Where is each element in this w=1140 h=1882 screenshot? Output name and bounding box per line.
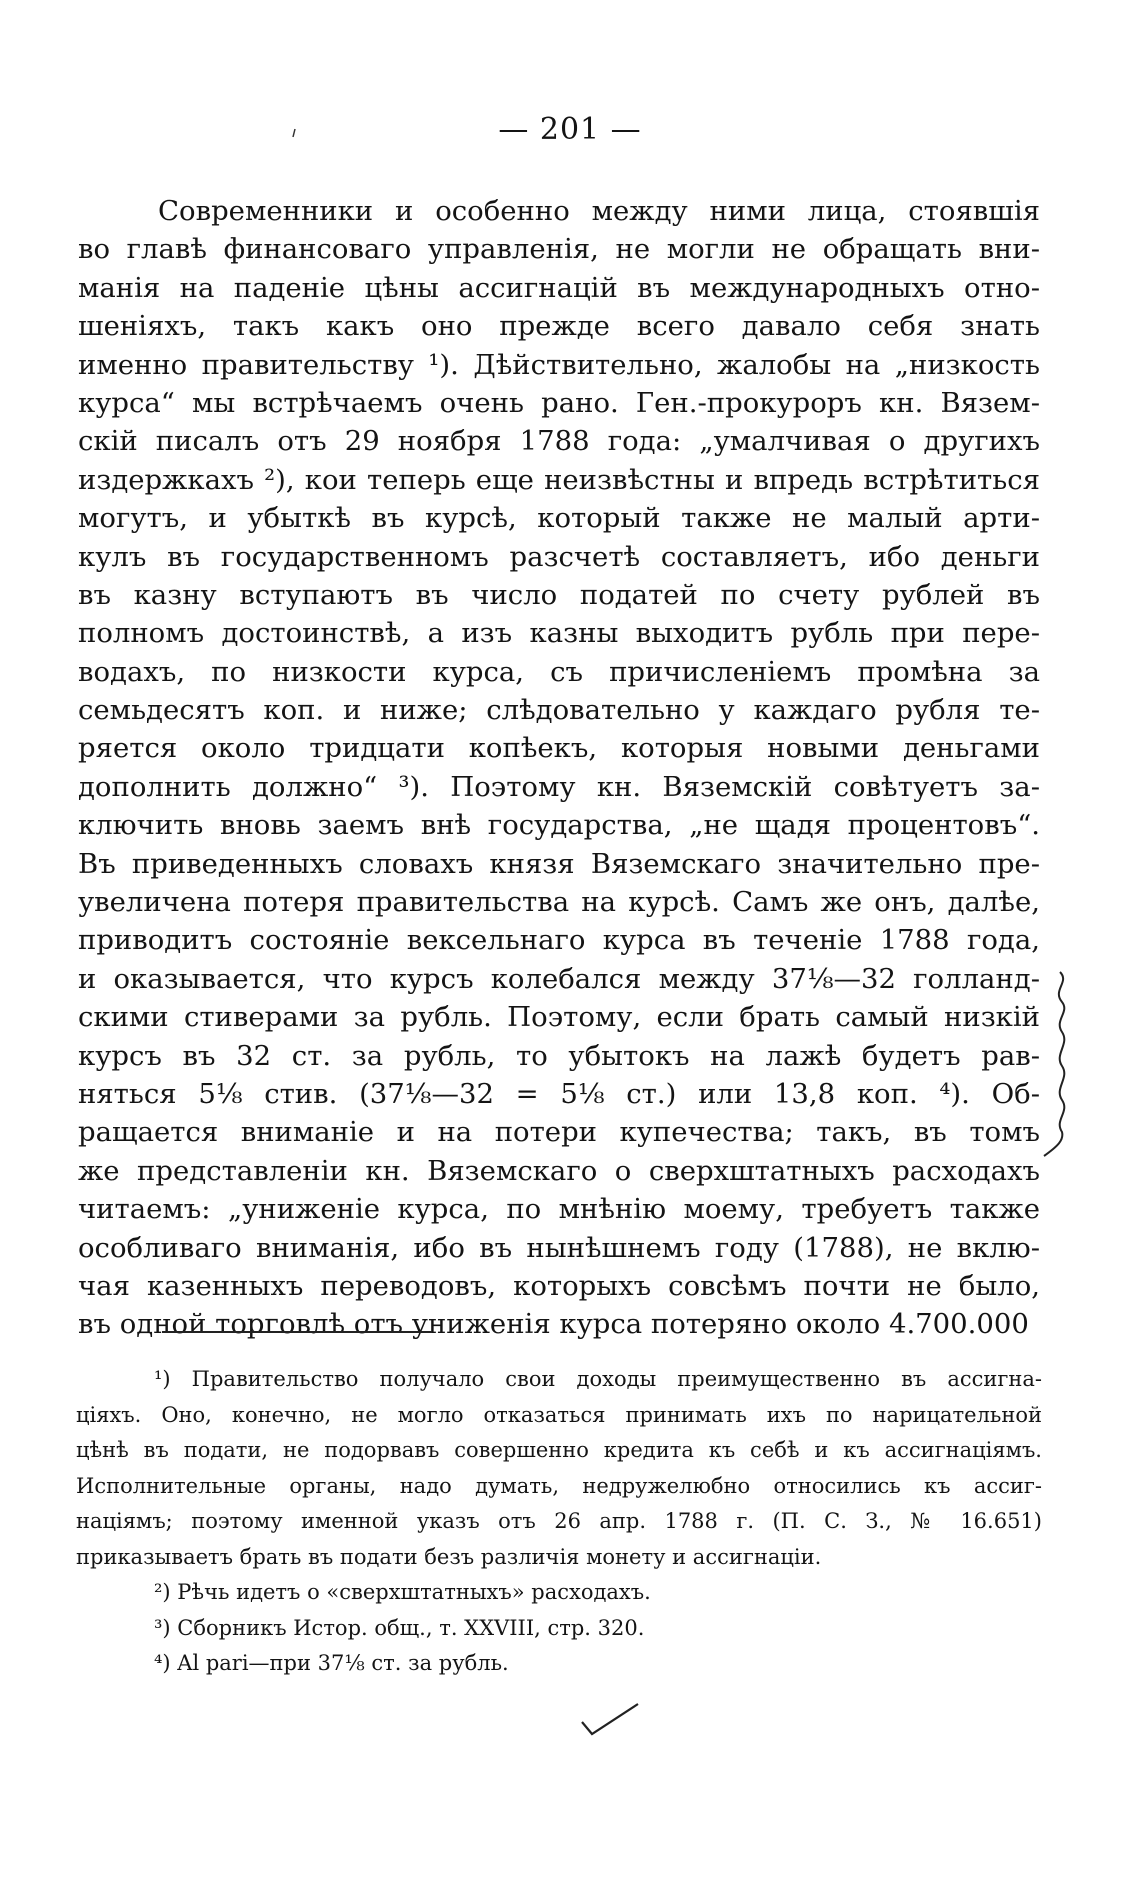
body-line: увеличена потеря правительства на курсѣ. Самъ же онъ, далѣе, bbox=[78, 886, 1040, 919]
body-line: же представленіи кн. Вяземскаго о сверхштатныхъ расходахъ bbox=[78, 1154, 1040, 1187]
footnote-4: ⁴) Al pari—при 37⅛ ст. за рубль. bbox=[154, 1651, 509, 1675]
footnote-1-line: приказываетъ брать въ подати безъ различія монету и ассигнаціи. bbox=[76, 1544, 822, 1569]
body-line: дополнить должно“ ³). Поэтому кн. Вяземскій совѣтуетъ за- bbox=[78, 770, 1040, 803]
body-line: приводитъ состояніе вексельнаго курса въ теченіе 1788 года, bbox=[78, 924, 1040, 957]
footnote-1-line: націямъ; поэтому именной указъ отъ 26 апр. 1788 г. (П. С. З., № 16.651) bbox=[76, 1509, 1042, 1533]
body-line: Современники и особенно между ними лица, стоявшія bbox=[158, 195, 1040, 227]
footnote-1-line: цѣнѣ въ подати, не подорвавъ совершенно кредита къ себѣ и къ ассигнаціямъ. bbox=[76, 1438, 1042, 1462]
body-line: во главѣ финансоваго управленія, не могли не обращать вни- bbox=[78, 233, 1040, 266]
page-number: — 201 — bbox=[498, 112, 642, 147]
body-line: водахъ, по низкости курса, съ причисленіемъ промѣна за bbox=[78, 655, 1040, 688]
margin-brace-annotation bbox=[1040, 968, 1080, 1158]
footnote-1-line: ціяхъ. Оно, конечно, не могло отказаться принимать ихъ по нарицательной bbox=[76, 1402, 1042, 1427]
body-line: манія на паденіе цѣны ассигнацій въ международныхъ отно- bbox=[78, 271, 1040, 304]
body-text bbox=[78, 192, 1040, 1344]
body-line: ряется около тридцати копѣекъ, которыя новыми деньгами bbox=[78, 732, 1040, 765]
body-line: особливаго вниманія, ибо въ нынѣшнемъ году (1788), не вклю- bbox=[78, 1231, 1040, 1264]
body-line: скими стиверами за рубль. Поэтому, если брать самый низкій bbox=[78, 1001, 1040, 1034]
footnote-2: ²) Рѣчь идетъ о «сверхштатныхъ» расходахъ. bbox=[154, 1580, 651, 1604]
body-line: кулъ въ государственномъ разсчетѣ составляетъ, ибо деньги bbox=[78, 540, 1040, 573]
body-line: ращается вниманіе и на потери купечества; такъ, въ томъ bbox=[78, 1116, 1040, 1149]
body-line: именно правительству ¹). Дѣйствительно, жалобы на „низкость bbox=[78, 348, 1040, 381]
body-line: могутъ, и убыткѣ въ курсѣ, который также не малый арти- bbox=[78, 502, 1040, 535]
body-line: въ казну вступаютъ въ число податей по счету рублей въ bbox=[78, 578, 1040, 611]
body-line: и оказывается, что курсъ колебался между 37⅛—32 голланд- bbox=[78, 962, 1040, 995]
body-line: курсъ въ 32 ст. за рубль, то убытокъ на лажѣ будетъ рав- bbox=[78, 1039, 1040, 1072]
body-line: издержкахъ ²), кои теперь еще неизвѣстны и впредь встрѣтиться bbox=[78, 463, 1040, 496]
body-line: курса“ мы встрѣчаемъ очень рано. Ген.-прокуроръ кн. Вязем- bbox=[78, 386, 1040, 419]
body-line: шеніяхъ, такъ какъ оно прежде всего давало себя знать bbox=[78, 310, 1040, 343]
body-line: няться 5⅛ стив. (37⅛—32 = 5⅛ ст.) или 13,8 коп. ⁴). Об- bbox=[78, 1077, 1040, 1110]
body-line: въ одной торговлѣ отъ униженія курса потеряно около 4.700.000 bbox=[78, 1308, 1029, 1341]
handwritten-check-mark bbox=[580, 1702, 640, 1736]
body-line: семьдесятъ коп. и ниже; слѣдовательно у каждаго рубля те- bbox=[78, 694, 1040, 727]
body-line: ключить вновь заемъ внѣ государства, „не щадя процентовъ“. bbox=[78, 809, 1040, 842]
footnote-rule bbox=[162, 1331, 432, 1333]
body-line: читаемъ: „униженіе курса, по мнѣнію моему, требуетъ также bbox=[78, 1193, 1040, 1226]
body-line: скій писалъ отъ 29 ноября 1788 года: „умалчивая о другихъ bbox=[78, 425, 1040, 458]
footnote-1-line: Исполнительные органы, надо думать, недружелюбно относились къ ассиг- bbox=[76, 1473, 1042, 1498]
footnote-3: ³) Сборникъ Истор. общ., т. XXVIII, стр. 320. bbox=[154, 1615, 645, 1640]
footnote-1-line: ¹) Правительство получало свои доходы преимущественно въ ассигна- bbox=[154, 1367, 1042, 1391]
body-line: чая казенныхъ переводовъ, которыхъ совсѣмъ почти не было, bbox=[78, 1269, 1040, 1302]
footnotes bbox=[76, 1362, 1042, 1682]
body-line: Въ приведенныхъ словахъ князя Вяземскаго значительно пре- bbox=[78, 847, 1040, 880]
body-line: полномъ достоинствѣ, а изъ казны выходитъ рубль при пере- bbox=[78, 617, 1040, 650]
